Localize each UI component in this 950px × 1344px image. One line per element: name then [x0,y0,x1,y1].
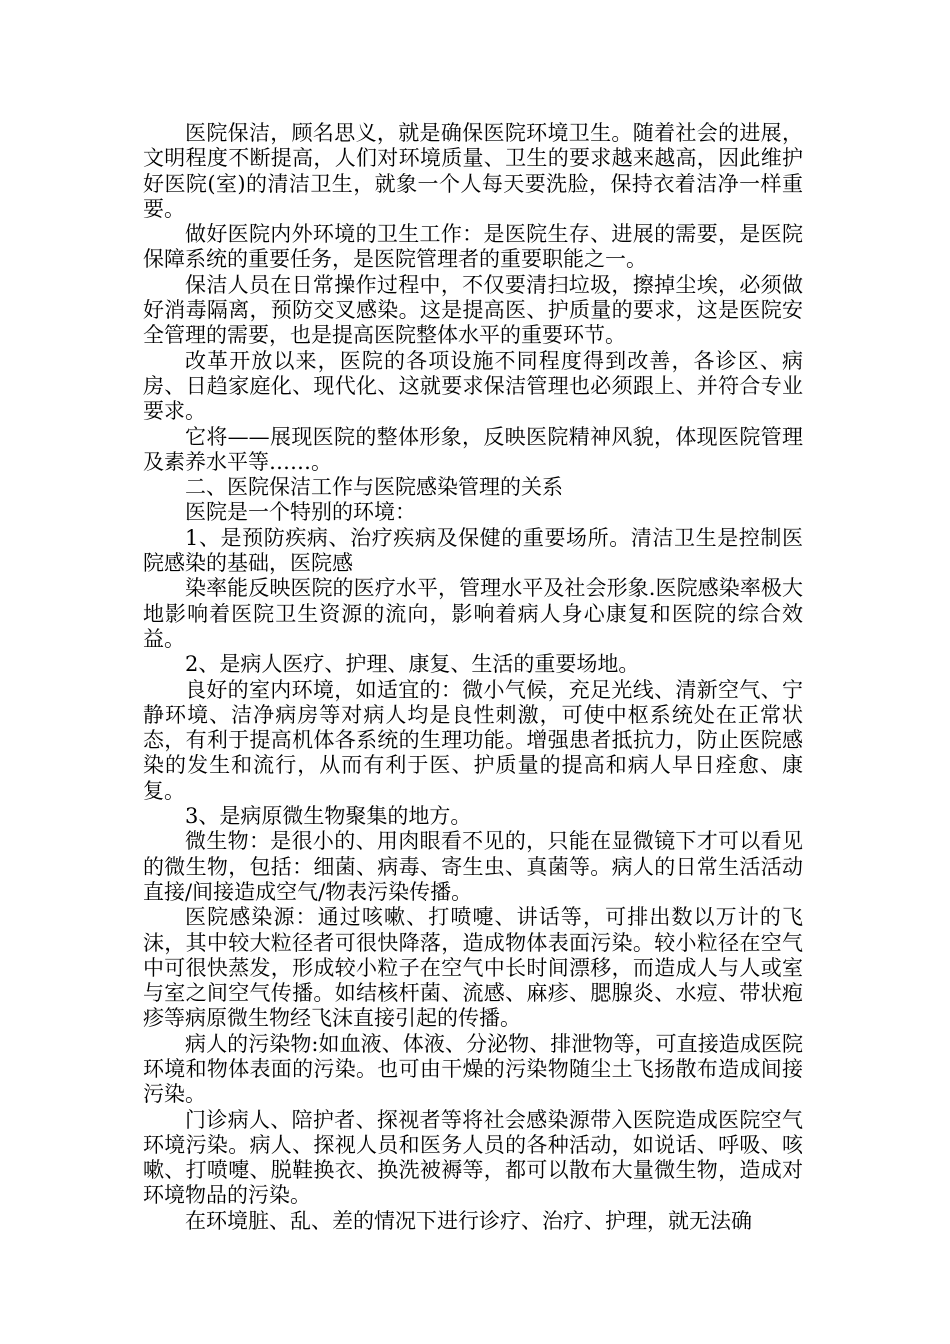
paragraph-reform: 改革开放以来，医院的各项设施不同程度得到改善，各诊区、病房、日趋家庭化、现代化、这就要求保洁管理也必须跟上、并符合专业要求。 [143,348,803,424]
section-heading-2: 二、医院保洁工作与医院感染管理的关系 [185,475,563,500]
paragraph-microorganisms: 微生物：是很小的、用肉眼看不见的，只能在显微镜下才可以看见的微生物，包括：细菌、病毒、寄生虫、真菌等。病人的日常生活活动直接/间接造成空气/物表污染传播。 [143,829,803,904]
paragraph-special-environment: 医院是一个特别的环境： [185,500,416,525]
paragraph-cleaning-staff: 保洁人员在日常操作过程中，不仅要清扫垃圾，擦掉尘埃，必须做好消毒隔离，预防交叉感染。这是提高医、护质量的要求，这是医院安全管理的需要，也是提高医院整体水平的重要环节。 [143,272,803,348]
list-item-2: 2、是病人医疗、护理、康复、生活的重要场地。 [185,652,640,677]
paragraph-infection-rate: 染率能反映医院的医疗水平，管理水平及社会形象.医院感染率极大地影响着医院卫生资源的流向，影响着病人身心康复和医院的综合效益。 [143,576,803,651]
paragraph-indoor-environment: 良好的室内环境，如适宜的：微小气候，充足光线、清新空气、宁静环境、洁净病房等对病人均是良性刺激，可使中枢系统处在正常状态，有利于提高机体各系统的生理功能。增强患者抵抗力，防止医院感染的发生和流行，从而有利于医、护质量的提高和病人早日痊愈、康复。 [143,677,803,803]
paragraph-dirty-environment: 在环境脏、乱、差的情况下进行诊疗、治疗、护理，就无法确 [185,1208,752,1233]
paragraph-infection-source: 医院感染源：通过咳嗽、打喷嚏、讲话等，可排出数以万计的飞沫，其中较大粒径者可很快降落，造成物体表面污染。较小粒径在空气中可很快蒸发，形成较小粒子在空气中长时间漂移，而造成人与人或室与室之间空气传播。如结核杆菌、流感、麻疹、腮腺炎、水痘、带状疱疹等病原微生物经飞沫直接引起的传播。 [143,905,803,1031]
paragraph-intro: 医院保洁，顾名思义，就是确保医院环境卫生。随着社会的进展，文明程度不断提高，人们对环境质量、卫生的要求越来越高，因此维护好医院(室)的清洁卫生，就象一个人每天要洗脸，保持衣着洁净一样重要。 [143,121,803,221]
paragraph-image: 它将——展现医院的整体形象，反映医院精神风貌，体现医院管理及素养水平等……。 [143,424,803,474]
paragraph-patient-pollutants: 病人的污染物:如血液、体液、分泌物、排泄物等，可直接造成医院环境和物体表面的污染。也可由干燥的污染物随尘土飞扬散布造成间接污染。 [143,1031,803,1107]
list-item-3: 3、是病原微生物聚集的地方。 [185,804,472,829]
document-page [143,121,803,1234]
paragraph-visitors: 门诊病人、陪护者、探视者等将社会感染源带入医院造成医院空气环境污染。病人、探视人员和医务人员的各种活动，如说话、呼吸、咳嗽、打喷嚏、脱鞋换衣、换洗被褥等，都可以散布大量微生物，造成对环境物品的污染。 [143,1107,803,1208]
paragraph-hygiene-work: 做好医院内外环境的卫生工作：是医院生存、进展的需要，是医院保障系统的重要任务，是医院管理者的重要职能之一。 [143,222,803,272]
list-item-1: 1、是预防疾病、治疗疾病及保健的重要场所。清洁卫生是控制医院感染的基础，医院感 [143,525,803,576]
